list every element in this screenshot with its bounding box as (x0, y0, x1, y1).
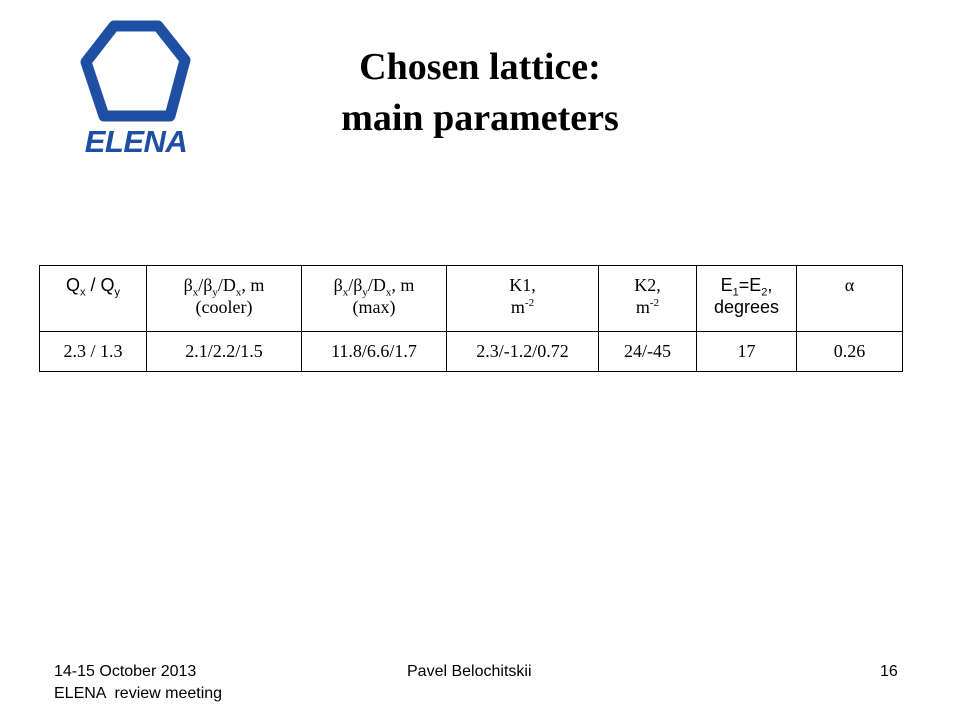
cell-k2: 24/-45 (599, 332, 697, 372)
footer-page-number: 16 (880, 663, 898, 680)
footer-event: ELENA review meeting (54, 685, 223, 702)
lattice-parameters-table (39, 265, 903, 372)
header-alpha: α (797, 266, 903, 332)
header-beta-cooler: $\beta_x/\beta_y/D_x$, m (cooler) (147, 266, 302, 332)
header-q: $Q_x / Q_y$ (40, 266, 147, 332)
cell-edge: 17 (697, 332, 797, 372)
hexagon-logo-icon (78, 20, 196, 126)
footer-date-event (54, 661, 222, 705)
cell-beta-cooler: 2.1/2.2/1.5 (147, 332, 302, 372)
footer-author: Pavel Belochitskii (407, 663, 532, 680)
elena-logo (78, 20, 196, 159)
cell-k1: 2.3/-1.2/0.72 (447, 332, 599, 372)
header-edge: $E_1=E_2$, degrees (697, 266, 797, 332)
slide-title-line-1: Chosen lattice: (359, 46, 601, 88)
header-k2: K2, $m^{-2}$ (599, 266, 697, 332)
cell-alpha: 0.26 (797, 332, 903, 372)
header-beta-max: $\beta_x/\beta_y/D_x$, m (max) (302, 266, 447, 332)
cell-beta-max: 11.8/6.6/1.7 (302, 332, 447, 372)
slide-title-line-2: main parameters (341, 97, 619, 139)
table-header-row (40, 266, 903, 332)
logo-text: ELENA (84, 124, 188, 159)
header-k1: K1, $m^{-2}$ (447, 266, 599, 332)
table-row (40, 332, 903, 372)
cell-q: 2.3 / 1.3 (40, 332, 147, 372)
footer-date: 14-15 October 2013 (54, 663, 197, 680)
